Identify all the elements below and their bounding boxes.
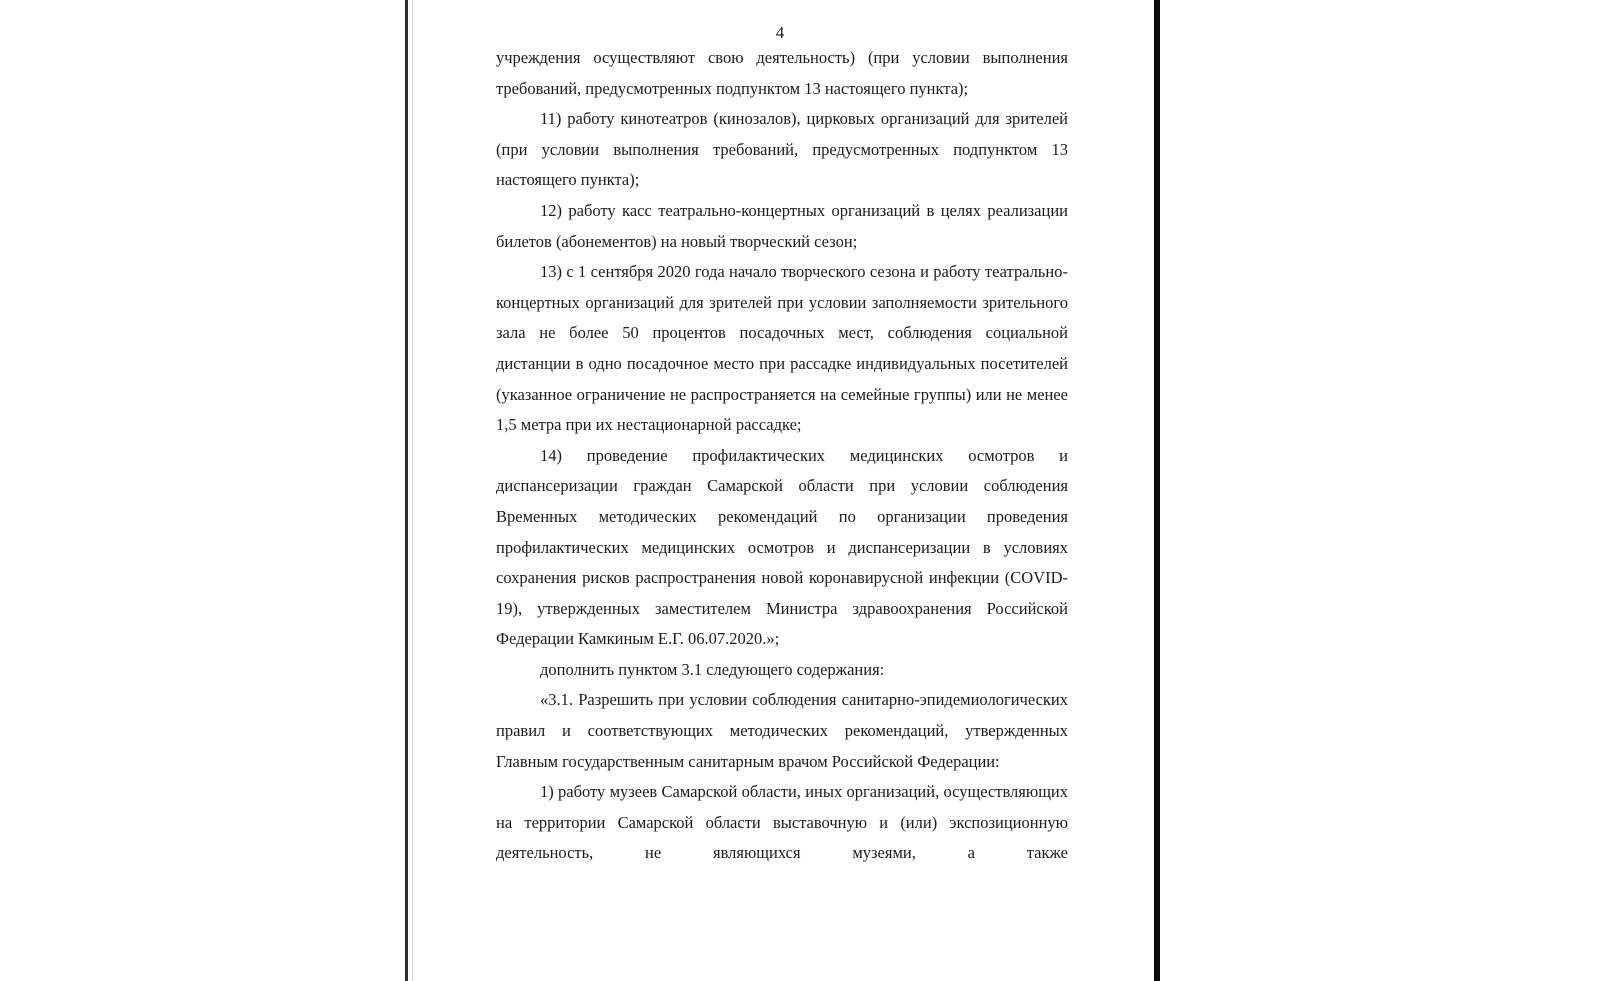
paragraph-item-11: 11) работу кинотеатров (кинозалов), цирковых организаций для зрителей (при условии выполнения требований, предусмотренных подпунктом 13 настоящего пункта); [496, 109, 1068, 190]
paragraph-continuation: учреждения осуществляют свою деятельность) (при условии выполнения требований, предусмотренных подпунктом 13 настоящего пункта); [496, 48, 1068, 98]
scan-right-edge [1154, 0, 1160, 981]
paragraph-item-14: 14) проведение профилактических медицинских осмотров и диспансеризации граждан Самарской области при условии соблюдения Временных методических рекомендаций по организации проведения профилактических медицинских осмотров и диспансеризации в условиях сохранения рисков распространения новой коронавирусной инфекции (COVID-19), утвержденных заместителем Министра здравоохранения Российской Федерации Камкиным Е.Г. 06.07.2020.»; [496, 445, 1068, 649]
paragraph-point-3-1: «3.1. Разрешить при условии соблюдения санитарно-эпидемиологических правил и соответствующих методических рекомендаций, утвержденных Главным государственным санитарным врачом Российской Федерации: [496, 690, 1068, 771]
paragraph-amendment-intro: дополнить пунктом 3.1 следующего содержания: [540, 659, 885, 679]
paragraph-item-1: 1) работу музеев Самарской области, иных организаций, осуществляющих на территории Самарской области выставочную и (или) экспозиционную деятельность, не являющихся музеями, а также [496, 782, 1068, 863]
page-number: 4 [775, 23, 785, 42]
paragraph-item-13: 13) с 1 сентября 2020 года начало творческого сезона и работу театрально-концертных организаций для зрителей при условии заполняемости зрительного зала не более 50 процентов посадочных мест, соблюдения социальной дистанции в одно посадочное место при рассадке индивидуальных посетителей (указанное ограничение не распространяется на семейные группы) или не менее 1,5 метра при их нестационарной рассадке; [496, 262, 1068, 435]
scan-left-edge-shadow [412, 0, 413, 981]
paragraph-item-12: 12) работу касс театрально-концертных организаций в целях реализации билетов (абонементов) на новый творческий сезон; [496, 200, 1068, 251]
scan-left-edge [405, 0, 408, 981]
document-body [496, 43, 1068, 869]
